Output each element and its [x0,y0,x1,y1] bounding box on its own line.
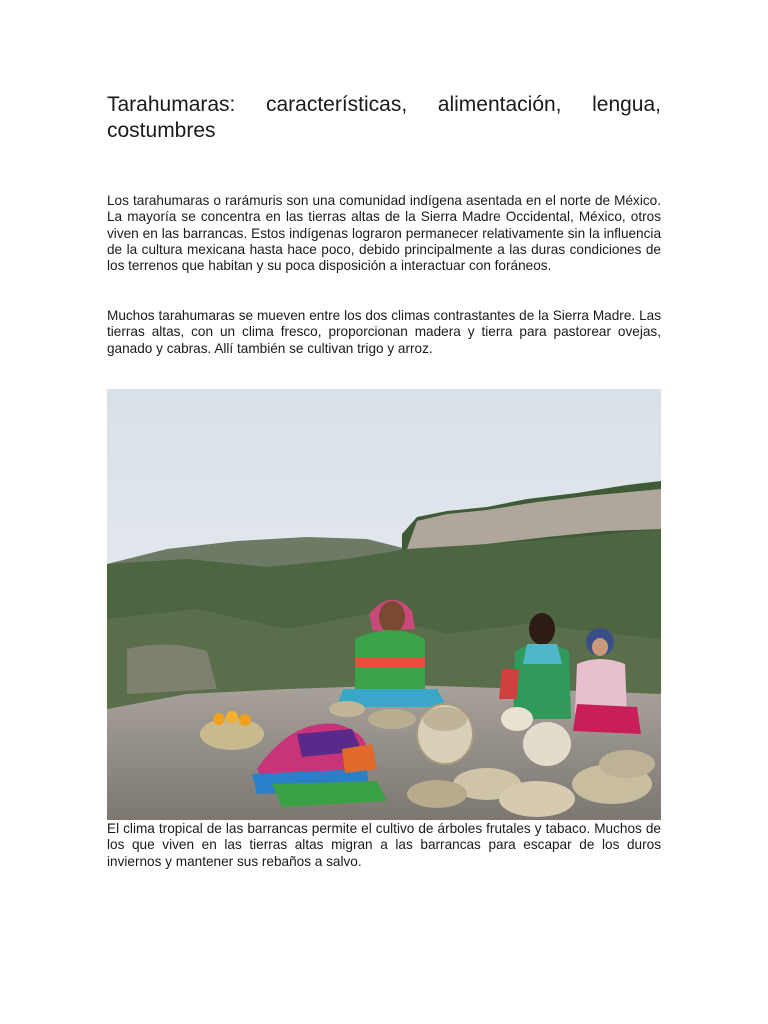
paragraph-climates: Muchos tarahumaras se mueven entre los dos climas contrastantes de la Sierra Madre. Las tierras altas, con un clima fresco, proporcionan madera y tierra para pastorear ovejas, ganado y cabras. Allí también se cultivan trigo y arroz. [107,308,661,356]
photo-caption: El clima tropical de las barrancas permite el cultivo de árboles frutales y tabaco. Muchos de los que viven en las tierras altas migran a las barrancas para escapar de los duros inviernos y mantener sus rebaños a salvo. [107,821,661,869]
tarahumara-photo [107,389,661,820]
rock-outcrop [127,644,217,694]
page-title: Tarahumaras: características, alimentación, lengua, costumbres [107,93,661,142]
paragraph-intro: Los tarahumaras o rarámuris son una comunidad indígena asentada en el norte de México. La mayoría se concentra en las tierras altas de la Sierra Madre Occidental, México, otros viven en las barrancas. Estos indígenas lograron permanecer relativamente sin la influencia de la cultura mexicana hasta hace poco, debido principalmente a las duras condiciones de los terrenos que habitan y su poca disposición a interactuar con foráneos. [107,193,661,274]
